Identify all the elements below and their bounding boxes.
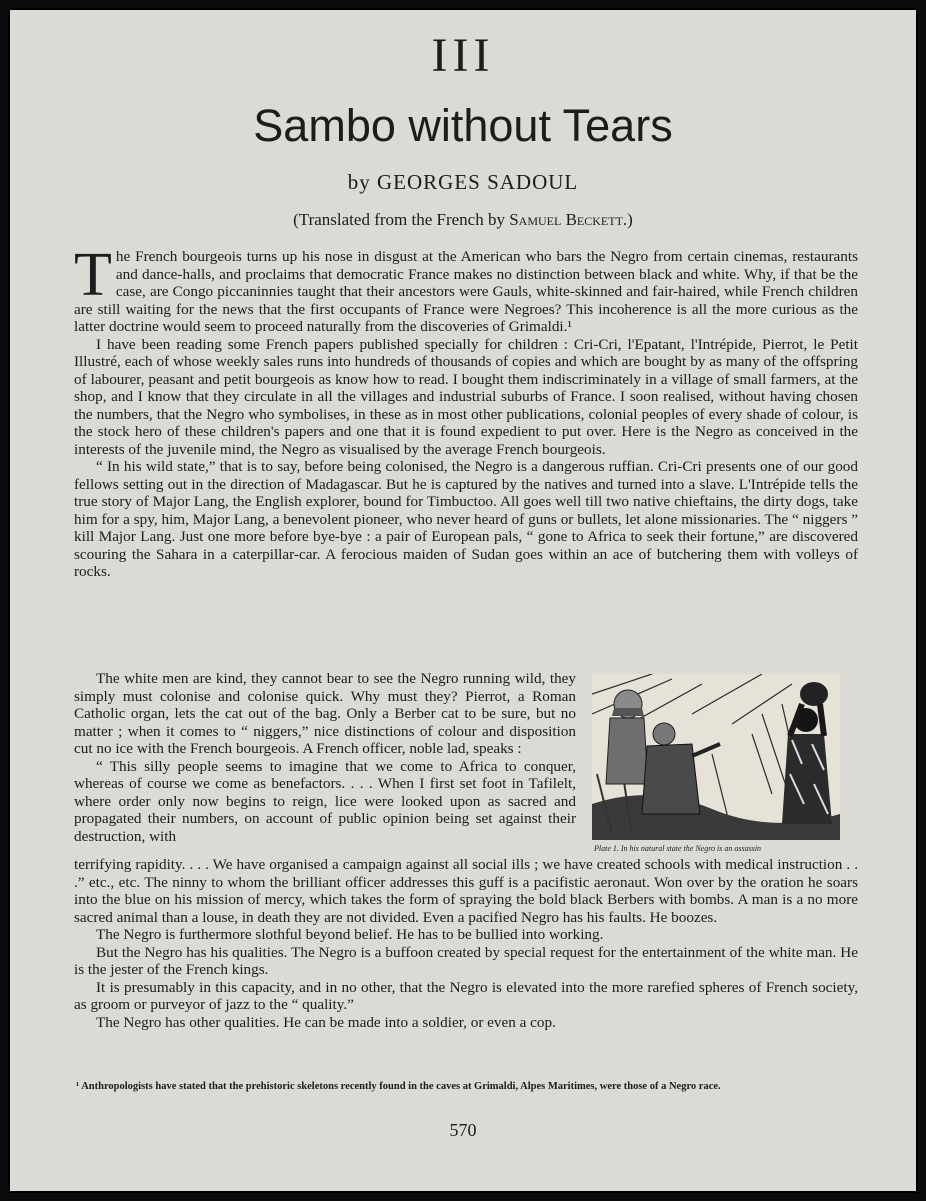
footnote: ¹ Anthropologists have stated that the prehistoric skeletons recently found in the caves at Grimaldi, Alpes Maritimes, were those of a Negro race. <box>76 1081 721 1092</box>
paragraph: “ This silly people seems to imagine that we come to Africa to conquer, whereas of course we come as benefactors. . . . When I first set foot in Tafilelt, where order only now begins to reign, lice were looked upon as sacred and propagated their numbers, on account of public opinion being set against their destruction, with <box>74 757 576 845</box>
body-text-lower <box>74 856 858 1031</box>
translator-name: Samuel Beckett <box>509 210 623 229</box>
paragraph: I have been reading some French papers published specially for children : Cri-Cri, l'Epatant, l'Intrépide, Pierrot, le Petit Illustré, each of whose weekly sales runs into hundreds of thousands of copies and which are bought by as many of the offspring of labourer, peasant and petit bourgeois as know how to read. I bought them indiscriminately in a village of small farmers, at the shop, and I know that they circulate in all the villages and industrial suburbs of France. I soon realised, without having chosen the numbers, that the Negro who symbolises, in these as in most other publications, colonial peoples of every shade of colour, is the stock hero of these children's papers and one that it is found expedient to put over. Here is the Negro as conceived in the interests of the juvenile mind, the Negro as visualised by the average French bourgeois. <box>74 335 858 458</box>
paragraph: It is presumably in this capacity, and in no other, that the Negro is elevated into the more rarefied spheres of French society, as groom or purveyor of jazz to the “ quality.” <box>74 978 858 1013</box>
paragraph: terrifying rapidity. . . . We have organised a campaign against all social ills ; we have created schools with medical instruction . . .” etc., etc. The ninny to whom the brilliant officer addresses this guff is a pacifistic aeronaut. Won over by the oration he soars into the blue on his mission of mercy, which takes the form of spraying the bold black Berbers with bombs. A man is a no more sacred animal than a louse, in death they are not divided. Even a pacified Negro has his faults. He boozes. <box>74 856 858 926</box>
plate-illustration <box>592 674 840 840</box>
paragraph: The Negro has other qualities. He can be made into a soldier, or even a cop. <box>96 1013 556 1031</box>
translation-note: (Translated from the French by Samuel Beckett.) <box>293 210 633 229</box>
book-page <box>8 8 918 1193</box>
byline: by GEORGES SADOUL <box>347 170 579 194</box>
body-text-upper <box>74 241 858 581</box>
paragraph: The white men are kind, they cannot bear to see the Negro running wild, they simply must colonise and colonise quick. Why must they? Pierrot, a Roman Catholic organ, lets the cat out of the bag. Only a Berber cat to be sure, but no matter ; when it comes to “ niggers,” nice distinctions of colour and disposition cut no ice with the French bourgeois. A French officer, noble lad, speaks : <box>74 670 576 757</box>
page-number: 570 <box>449 1120 477 1140</box>
drop-cap: T <box>74 241 112 309</box>
paragraph: The Negro is furthermore slothful beyond belief. He has to be bullied into working. <box>96 926 604 943</box>
plate-caption: Plate 1. In his natural state the Negro is an assassin <box>594 844 762 853</box>
paragraph: But the Negro has his qualities. The Negro is a buffoon created by special request for the entertainment of the white man. He is the jester of the French kings. <box>74 943 858 978</box>
chapter-number: III <box>431 29 495 82</box>
paragraph: “ In his wild state,” that is to say, before being colonised, the Negro is a dangerous ruffian. Cri-Cri presents one of our good fellows setting out in the direction of Madagascar. But he is captured by the natives and turned into a slave. L'Intrépide tells the true story of Major Lang, the English explorer, bound for Timbuctoo. All goes well till two native chieftains, the dirty dogs, take him for a spy, him, Major Lang, a benevolent pioneer, who never heard of guns or bullets, let alone missionaries. The “ niggers ” kill Major Lang. Just one more before bye-bye : a pair of European pals, “ gone to Africa to seek their fortune,” are discovered scouring the Sahara in a caterpillar-car. A ferocious maiden of Sudan goes within an ace of butchering them with volleys of rocks. <box>74 458 858 580</box>
body-text-wrapped <box>74 670 576 845</box>
article-title: Sambo without Tears <box>253 100 673 151</box>
paragraph: The French bourgeois turns up his nose in disgust at the American who bars the Negro from certain cinemas, restaurants and dance-halls, and proclaims that democratic France makes no distinction between black and white. Why, if that be the case, are Congo piccaninnies taught that their ancestors were Gauls, white-skinned and fair-haired, while French children are still waiting for the news that the first occupants of France were Negroes? This incoherence is all the more curious as the latter doctrine would seem to proceed naturally from the discoveries of Grimaldi.¹ <box>74 241 858 335</box>
